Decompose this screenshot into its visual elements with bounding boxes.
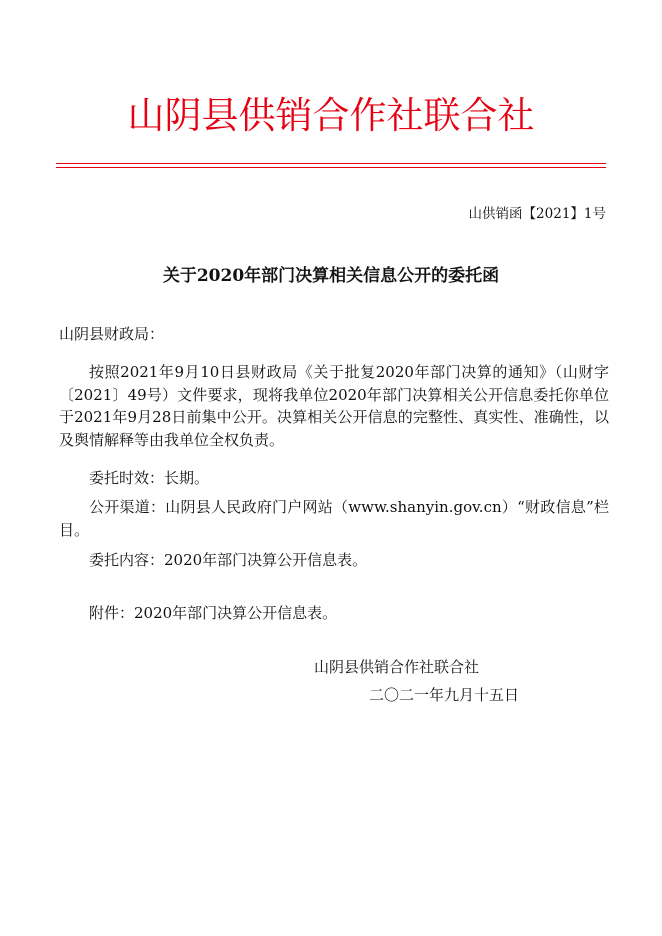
body-paragraph-main-wrapper	[59, 361, 609, 451]
body-paragraph-validity: 委托时效：长期。	[89, 469, 210, 487]
body-paragraph-channel: 公开渠道：山阴县人民政府门户网站（www.shanyin.gov.cn）“财政信息”栏目。	[59, 498, 609, 539]
body-paragraph-content: 委托内容：2020年部门决算公开信息表。	[89, 551, 368, 569]
header-divider-bottom	[56, 167, 606, 168]
signature-org: 山阴县供销合作社联合社	[314, 658, 480, 676]
org-header-title: 山阴县供销合作社联合社	[127, 94, 535, 137]
header-divider-top	[56, 163, 606, 164]
document-title: 关于2020年部门决算相关信息公开的委托函	[162, 266, 500, 286]
body-paragraph-content-wrapper	[59, 549, 609, 572]
addressee: 山阴县财政局：	[59, 325, 165, 343]
body-paragraph-attachment-wrapper	[59, 602, 609, 625]
document-number: 山供销函【2021】1号	[468, 206, 606, 222]
body-paragraph-attachment: 附件：2020年部门决算公开信息表。	[89, 604, 338, 622]
body-paragraph-channel-wrapper	[59, 496, 609, 541]
body-paragraph-validity-wrapper	[59, 467, 609, 490]
body-paragraph-main: 按照2021年9月10日县财政局《关于批复2020年部门决算的通知》（山财字〔2021〕49号）文件要求，现将我单位2020年部门决算相关公开信息委托你单位于2021年9月28日前集中公开。决算相关公开信息的完整性、真实性、准确性，以及舆情解释等由我单位全权负责。	[59, 363, 609, 449]
signature-date: 二〇二一年九月十五日	[369, 686, 520, 704]
